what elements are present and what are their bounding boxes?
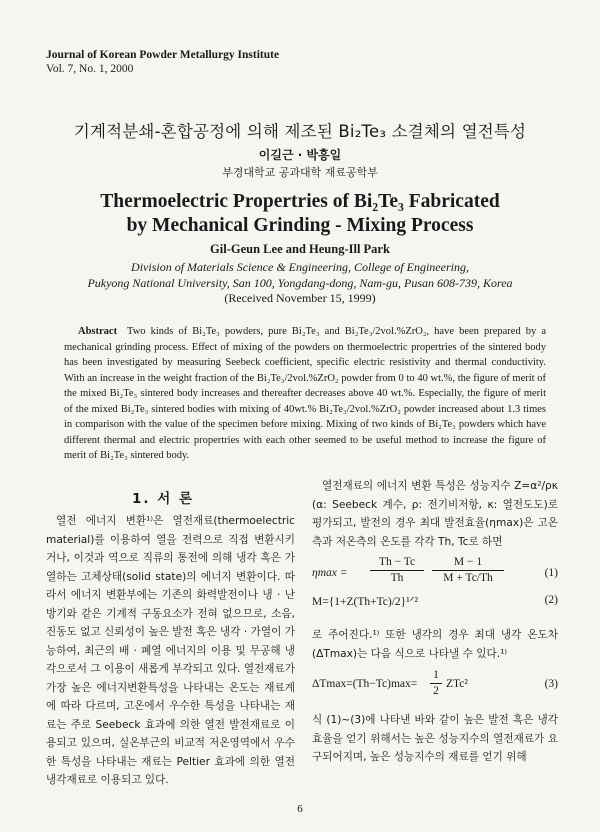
journal-title: Journal of Korean Powder Metallurgy Institute	[46, 49, 280, 61]
equation-3	[312, 668, 558, 704]
equation-1-fraction-2	[432, 555, 504, 586]
right-paragraph-2: 로 주어진다.¹⁾ 또한 냉각의 경우 최대 냉각 온도차 (ΔTmax)는 다음 식으로 나타낼 수 있다.¹⁾	[312, 629, 558, 660]
right-paragraph-1: 열전재료의 에너지 변환 특성은 성능지수 Z=α²/ρκ (α: Seebeck 계수, ρ: 전기비저항, κ: 열전도도)로 평가되고, 발전의 경우 최대 발전효율(ηmax)은 고온측과 저온측의 온도를 각각 Th, Tc로 하면	[312, 480, 558, 548]
journal-header	[46, 48, 279, 76]
equation-3-lhs: ΔTmax=(Th−Tc)max=	[312, 678, 418, 690]
equation-1-lhs: ηmax =	[312, 567, 348, 579]
right-paragraph-3: 식 (1)~(3)에 나타낸 바와 같이 높은 발전 혹은 냉각효율을 얻기 위해서는 높은 성능지수의 열전재료가 요구되어지며, 높은 성능지수의 재료를 얻기 위해	[312, 714, 558, 763]
volume-issue: Vol. 7, No. 1, 2000	[46, 63, 134, 75]
received-date: (Received November 15, 1999)	[224, 291, 376, 305]
equation-1-fraction-1	[370, 555, 424, 586]
english-title	[0, 190, 600, 238]
page-number: 6	[297, 803, 303, 815]
equation-3-denominator: 2	[433, 685, 439, 697]
equation-1-number: (1)	[544, 567, 558, 579]
section-1-heading: 1. 서 론	[131, 491, 194, 507]
english-affiliation-line-2: Pukyong National University, San 100, Yongdang-dong, Nam-gu, Pusan 608-739, Korea	[87, 276, 513, 290]
abstract-label: Abstract	[78, 326, 118, 337]
right-column-paragraph-1	[312, 477, 558, 551]
english-affiliation-line-1: Division of Materials Science & Engineering, College of Engineering,	[131, 260, 469, 274]
abstract-text: Two kinds of Bi₂Te₃ powders, pure Bi₂Te₃ and Bi₂Te₃/2vol.%ZrO₂, have been prepared by a mechanical grinding process. Effect of mixing of the powders on thermoelectric propertries of the sintered body has been investigated by measuring Seebeck coefficient, specific electric resistivity and thermal conductivity. With an increase in the weight fraction of the Bi₂Te₃/2vol.%ZrO₂ powder from 0 to 40 wt.%, the figure of merit of the mixed Bi₂Te₃ sintered body increases and thereafter decreases above 40 wt.%. Especially, the figure of merit of the mixed Bi₂Te₃ sintered bodies with mixing of 40wt.% Bi₂Te₃/2vol.%ZrO₂ powder increased about 1.3 times in comparison with the value of the specimen before mixing. Mixing of two kinds of Bi₂Te₃ powders which have different thermal and electric propertries with each other seemed to be useful method to increase the figure of merit of Bi₂Te₃ sintered body.	[64, 326, 546, 461]
equation-3-numerator: 1	[433, 669, 439, 681]
equation-3-fraction	[430, 668, 442, 699]
english-authors: Gil-Geun Lee and Heung-Ill Park	[210, 242, 390, 256]
equation-1-frac2-numerator: M − 1	[453, 556, 483, 568]
equation-3-number: (3)	[544, 678, 558, 690]
korean-title: 기계적분쇄-혼합공정에 의해 제조된 Bi₂Te₃ 소결체의 열전특성	[73, 122, 527, 141]
english-title-line-2: by Mechanical Grinding - Mixing Process	[126, 215, 474, 236]
equation-2	[312, 594, 558, 612]
korean-authors: 이길근 · 박흥일	[258, 148, 342, 162]
korean-affiliation: 부경대학교 공과대학 재료공학부	[222, 166, 378, 179]
equation-3-rhs: ZTc²	[446, 678, 468, 690]
abstract	[64, 324, 546, 464]
english-affiliation	[0, 259, 600, 291]
equation-1-frac1-numerator: Th − Tc	[378, 556, 416, 568]
equation-1-frac1-denominator: Th	[390, 572, 404, 584]
right-column-paragraph-3	[312, 711, 558, 767]
left-column	[46, 512, 295, 790]
right-column-paragraph-2	[312, 626, 558, 663]
equation-1-frac2-denominator: M + Tc/Th	[443, 572, 493, 584]
equation-2-number: (2)	[544, 594, 558, 606]
equation-2-body: M={1+Z(Th+Tc)/2}¹ᐟ²	[312, 596, 418, 608]
equation-1	[312, 555, 558, 595]
intro-paragraph: 열전 에너지 변환¹⁾은 열전재료(thermoelectric material)를 이용하여 열을 전력으로 직접 변환시키거나, 이것과 역으로 직류의 통전에 의해 냉각 혹은 가열하는 고체상태(solid state)의 에너지 변환이다. 따라서 에너지 변환부에는 기존의 화력발전이나 냉 · 난방기와 같은 기계적 구동요소가 전혀 없으므로, 소음, 진동도 없고 신뢰성이 높은 발전 혹은 냉각 · 가열이 가능하여, 최근의 배 · 폐열 에너지의 이용 및 무공해 냉각으로서 그 이용이 새롭게 부각되고 있다. 열전재료가 가장 높은 에너지변환특성을 나타내는 온도는 재료계에 따라 다르며, 고온에서 우수한 특성을 나타내는 재료는 주로 Seebeck 효과에 의한 열전 발전재료로 이용되고 있으며, 실온부근의 비교적 저온영역에서 우수한 특성을 나타내는 재료는 Peltier 효과에 의한 열전 냉각재료로 이용되고 있다.	[46, 515, 295, 786]
english-title-line-1: Thermoelectric Propertries of Bi₂Te₃ Fabricated	[100, 191, 500, 212]
